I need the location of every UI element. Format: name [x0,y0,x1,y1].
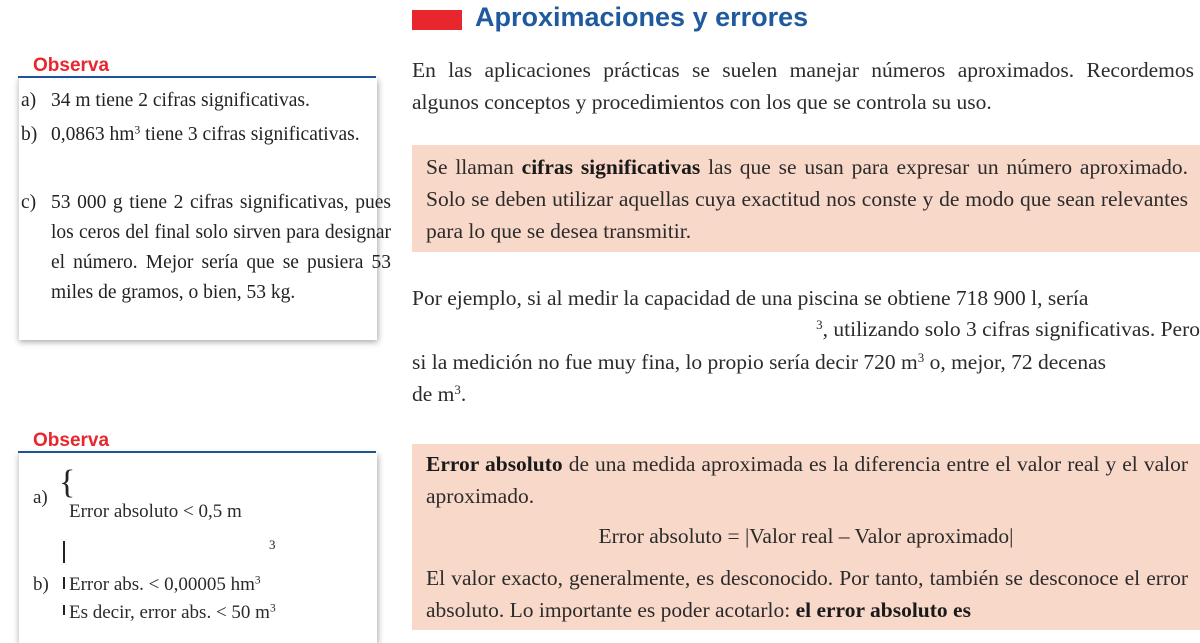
sup: 3 [454,382,461,397]
bold-term: el error absoluto es [795,598,971,622]
observa-box-2 [18,453,377,643]
example-line-2 [412,313,1200,345]
observa2-line-b2 [69,598,276,628]
bold-term: Error absoluto [426,452,563,476]
text: de m [412,382,455,406]
page-title: Aproximaciones y errores [475,2,809,32]
item-text: 0,0863 hm [51,124,135,145]
text: , utilizando solo 3 cifras significativas. Pero [822,317,1200,341]
brace: { [59,464,76,501]
sup: 3 [254,574,261,587]
observa-title-1: Observa [33,55,110,76]
bold-term: cifras significativas [521,155,701,179]
observa-item-a [21,86,391,116]
text: las que se usan para expresar un número aproximado. Solo se deben utilizar aquellas cuya exactitud nos conste y de modo que sean relevantes para lo que se desea transmitir. [426,155,1188,243]
text: El valor exacto, generalmente, es desconocido. Por tanto, también se desconoce el error absoluto. Lo importante es poder acotarlo: [426,566,1188,622]
item-text: tiene 3 cifras significativas. [140,124,360,145]
definition-text-1 [426,151,1188,247]
stray-sup: 3 [269,537,276,552]
example-line-4 [412,378,466,410]
brace-line [63,541,65,563]
text: Error abs. < 0,00005 hm [69,574,255,595]
sup: 3 [816,317,823,332]
text: Es decir, error abs. < 50 m [69,602,270,623]
observa2-label-a: a) [33,487,48,508]
section-marker [412,10,462,30]
text: si la medición no fue muy fina, lo propio sería decir 720 m [412,350,918,374]
note-text [426,562,1188,626]
text: . [460,382,467,406]
item-label: b) [21,124,38,145]
observa2-line-a: Error absoluto < 0,5 m [69,501,242,522]
item-text: 53 000 g tiene 2 cifras significativas, pues los ceros del final solo sirven para designar el número. Mejor sería que se pusiera 53 miles de gramos, o bien, 53 kg. [51,192,391,303]
observa2-line-b1 [69,570,261,600]
text: o, mejor, 72 decenas [924,350,1107,374]
observa-item-c [21,188,391,308]
intro-paragraph: En las aplicaciones prácticas se suelen manejar números aproximados. Recordemos algunos conceptos y procedimientos con los que se controla su uso. [412,58,1194,114]
definition-text-2 [426,448,1188,512]
example-line-3 [412,346,1200,378]
sup: 3 [269,602,276,615]
item-text: 34 m tiene 2 cifras significativas. [51,90,310,111]
observa-item-b [21,120,391,150]
observa-box-1 [18,78,391,340]
example-line-1: Por ejemplo, si al medir la capacidad de una piscina se obtiene 718 900 l, sería [412,286,1089,310]
formula: Error absoluto = |Valor real – Valor aproximado| [598,524,1014,548]
definition-box-1 [412,145,1200,252]
item-label: a) [21,90,37,111]
text: de una medida aproximada es la diferencia entre el valor real y el valor aproximado. [426,452,1188,508]
brace-line [63,577,65,589]
brace-line [63,605,65,615]
sup: 3 [917,350,925,365]
text: Se llaman [426,155,522,179]
observa-title-2: Observa [33,430,110,451]
definition-box-2 [412,444,1200,630]
observa2-label-b: b) [33,574,49,595]
item-label: c) [21,192,37,213]
item-sup: 3 [134,123,141,137]
